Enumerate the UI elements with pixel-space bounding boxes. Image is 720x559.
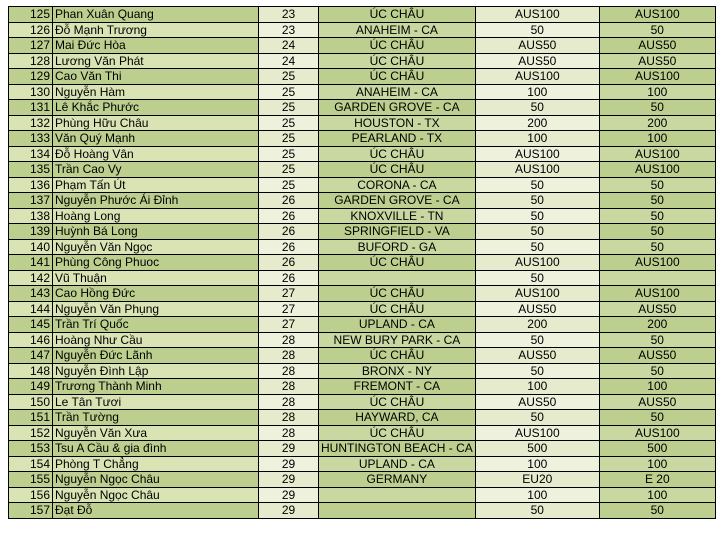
location-cell: ÚC CHÂU xyxy=(319,146,476,162)
week-cell: 24 xyxy=(259,53,319,69)
amount-confirmed-cell: AUS100 xyxy=(599,146,715,162)
donor-name: Trần Trí Quốc xyxy=(53,317,259,333)
location-cell: HAYWARD, CA xyxy=(319,410,476,426)
week-cell: 25 xyxy=(259,131,319,147)
week-cell: 27 xyxy=(259,286,319,302)
row-number: 146 xyxy=(9,332,53,348)
donor-name: Huỳnh Bá Long xyxy=(53,224,259,240)
amount-cell: 500 xyxy=(475,441,599,457)
donor-name: Nguyễn Văn Phụng xyxy=(53,301,259,317)
week-cell: 28 xyxy=(259,425,319,441)
table-row xyxy=(9,503,716,519)
amount-confirmed-cell: 100 xyxy=(599,379,715,395)
week-cell: 25 xyxy=(259,115,319,131)
donor-name: Nguyễn Hàm xyxy=(53,84,259,100)
table-row xyxy=(9,100,716,116)
donor-name: Trương Thành Minh xyxy=(53,379,259,395)
location-cell: SPRINGFIELD - VA xyxy=(319,224,476,240)
amount-cell: EU20 xyxy=(475,472,599,488)
amount-confirmed-cell: 50 xyxy=(599,100,715,116)
location-cell: GERMANY xyxy=(319,472,476,488)
table-row xyxy=(9,348,716,364)
week-cell: 26 xyxy=(259,270,319,286)
amount-confirmed-cell: 50 xyxy=(599,224,715,240)
amount-confirmed-cell: AUS100 xyxy=(599,286,715,302)
amount-cell: 50 xyxy=(475,503,599,519)
amount-confirmed-cell: 200 xyxy=(599,115,715,131)
row-number: 144 xyxy=(9,301,53,317)
row-number: 128 xyxy=(9,53,53,69)
location-cell: BUFORD - GA xyxy=(319,239,476,255)
location-cell xyxy=(319,487,476,503)
table-row xyxy=(9,84,716,100)
amount-cell: 100 xyxy=(475,487,599,503)
week-cell: 28 xyxy=(259,410,319,426)
week-cell: 26 xyxy=(259,239,319,255)
donor-name: Văn Quý Mạnh xyxy=(53,131,259,147)
location-cell: PEARLAND - TX xyxy=(319,131,476,147)
amount-confirmed-cell: 100 xyxy=(599,487,715,503)
week-cell: 29 xyxy=(259,441,319,457)
location-cell: ÚC CHÂU xyxy=(319,38,476,54)
row-number: 138 xyxy=(9,208,53,224)
amount-confirmed-cell: 50 xyxy=(599,208,715,224)
row-number: 157 xyxy=(9,503,53,519)
donor-name: Lê Khắc Phước xyxy=(53,100,259,116)
row-number: 135 xyxy=(9,162,53,178)
amount-cell: 200 xyxy=(475,115,599,131)
row-number: 148 xyxy=(9,363,53,379)
amount-confirmed-cell: 50 xyxy=(599,332,715,348)
donor-name: Đỗ Hoàng Vân xyxy=(53,146,259,162)
row-number: 131 xyxy=(9,100,53,116)
week-cell: 25 xyxy=(259,69,319,85)
amount-cell: 50 xyxy=(475,270,599,286)
amount-cell: 50 xyxy=(475,410,599,426)
table-row xyxy=(9,270,716,286)
table-row xyxy=(9,255,716,271)
row-number: 156 xyxy=(9,487,53,503)
location-cell: CORONA - CA xyxy=(319,177,476,193)
amount-confirmed-cell: 50 xyxy=(599,410,715,426)
location-cell: ÚC CHÂU xyxy=(319,255,476,271)
row-number: 142 xyxy=(9,270,53,286)
row-number: 141 xyxy=(9,255,53,271)
amount-cell: 50 xyxy=(475,208,599,224)
amount-cell: AUS50 xyxy=(475,38,599,54)
donor-name: Vũ Thuận xyxy=(53,270,259,286)
donor-name: Nguyễn Ngọc Châu xyxy=(53,472,259,488)
amount-confirmed-cell: AUS50 xyxy=(599,301,715,317)
week-cell: 25 xyxy=(259,177,319,193)
location-cell xyxy=(319,270,476,286)
week-cell: 25 xyxy=(259,84,319,100)
amount-cell: 50 xyxy=(475,363,599,379)
week-cell: 29 xyxy=(259,503,319,519)
table-row xyxy=(9,162,716,178)
week-cell: 28 xyxy=(259,379,319,395)
location-cell: ANAHEIM - CA xyxy=(319,84,476,100)
table-row xyxy=(9,224,716,240)
week-cell: 28 xyxy=(259,363,319,379)
donor-name: Phạm Tấn Út xyxy=(53,177,259,193)
week-cell: 28 xyxy=(259,348,319,364)
amount-confirmed-cell: 200 xyxy=(599,317,715,333)
donor-name: Hoàng Long xyxy=(53,208,259,224)
donor-name: Mai Đức Hòa xyxy=(53,38,259,54)
donor-name: Phùng Công Phuoc xyxy=(53,255,259,271)
location-cell: ÚC CHÂU xyxy=(319,162,476,178)
row-number: 140 xyxy=(9,239,53,255)
table-row xyxy=(9,131,716,147)
location-cell: KNOXVILLE - TN xyxy=(319,208,476,224)
location-cell: ÚC CHÂU xyxy=(319,53,476,69)
amount-cell: 100 xyxy=(475,379,599,395)
row-number: 129 xyxy=(9,69,53,85)
amount-cell: AUS100 xyxy=(475,255,599,271)
amount-cell: 50 xyxy=(475,224,599,240)
week-cell: 29 xyxy=(259,487,319,503)
donor-name: Nguyễn Đức Lãnh xyxy=(53,348,259,364)
table-row xyxy=(9,239,716,255)
location-cell: UPLAND - CA xyxy=(319,317,476,333)
amount-confirmed-cell: AUS50 xyxy=(599,394,715,410)
donor-name: Tsu A Cầu & gia đình xyxy=(53,441,259,457)
table-row xyxy=(9,22,716,38)
row-number: 127 xyxy=(9,38,53,54)
table-row xyxy=(9,410,716,426)
donor-table xyxy=(8,6,716,519)
week-cell: 25 xyxy=(259,162,319,178)
week-cell: 29 xyxy=(259,472,319,488)
amount-cell: 50 xyxy=(475,239,599,255)
row-number: 149 xyxy=(9,379,53,395)
week-cell: 24 xyxy=(259,38,319,54)
table-row xyxy=(9,69,716,85)
donor-name: Nguyễn Đình Lập xyxy=(53,363,259,379)
amount-confirmed-cell: AUS100 xyxy=(599,425,715,441)
amount-confirmed-cell: 50 xyxy=(599,22,715,38)
table-row xyxy=(9,441,716,457)
row-number: 139 xyxy=(9,224,53,240)
amount-cell: AUS50 xyxy=(475,53,599,69)
amount-cell: 100 xyxy=(475,84,599,100)
amount-cell: 50 xyxy=(475,193,599,209)
amount-confirmed-cell: 50 xyxy=(599,503,715,519)
table-row xyxy=(9,193,716,209)
amount-cell: AUS50 xyxy=(475,348,599,364)
amount-cell: AUS100 xyxy=(475,425,599,441)
amount-confirmed-cell: AUS100 xyxy=(599,69,715,85)
table-row xyxy=(9,425,716,441)
amount-cell: AUS50 xyxy=(475,301,599,317)
donor-name: Le Tân Tươi xyxy=(53,394,259,410)
amount-confirmed-cell: 100 xyxy=(599,456,715,472)
amount-cell: AUS100 xyxy=(475,146,599,162)
donor-name: Cao Văn Thi xyxy=(53,69,259,85)
donor-name: Trần Tường xyxy=(53,410,259,426)
week-cell: 26 xyxy=(259,255,319,271)
amount-cell: 100 xyxy=(475,131,599,147)
row-number: 136 xyxy=(9,177,53,193)
amount-cell: 50 xyxy=(475,332,599,348)
table-row xyxy=(9,394,716,410)
amount-confirmed-cell: E 20 xyxy=(599,472,715,488)
table-row xyxy=(9,7,716,23)
row-number: 147 xyxy=(9,348,53,364)
row-number: 134 xyxy=(9,146,53,162)
week-cell: 26 xyxy=(259,208,319,224)
week-cell: 27 xyxy=(259,317,319,333)
amount-confirmed-cell xyxy=(599,270,715,286)
location-cell: HOUSTON - TX xyxy=(319,115,476,131)
donor-name: Trần Cao Vy xyxy=(53,162,259,178)
amount-confirmed-cell: AUS100 xyxy=(599,7,715,23)
table-row xyxy=(9,363,716,379)
donor-name: Cao Hồng Đức xyxy=(53,286,259,302)
row-number: 152 xyxy=(9,425,53,441)
amount-confirmed-cell: AUS100 xyxy=(599,255,715,271)
row-number: 155 xyxy=(9,472,53,488)
table-row xyxy=(9,146,716,162)
donor-name: Phòng T Chẳng xyxy=(53,456,259,472)
week-cell: 28 xyxy=(259,394,319,410)
amount-cell: 100 xyxy=(475,456,599,472)
table-row xyxy=(9,115,716,131)
week-cell: 28 xyxy=(259,332,319,348)
amount-confirmed-cell: AUS50 xyxy=(599,38,715,54)
amount-confirmed-cell: AUS50 xyxy=(599,348,715,364)
amount-confirmed-cell: 100 xyxy=(599,84,715,100)
amount-cell: AUS50 xyxy=(475,394,599,410)
table-row xyxy=(9,332,716,348)
amount-confirmed-cell: AUS50 xyxy=(599,53,715,69)
amount-cell: 200 xyxy=(475,317,599,333)
week-cell: 23 xyxy=(259,7,319,23)
table-row xyxy=(9,379,716,395)
table-row xyxy=(9,208,716,224)
location-cell: ÚC CHÂU xyxy=(319,7,476,23)
row-number: 145 xyxy=(9,317,53,333)
table-row xyxy=(9,53,716,69)
table-row xyxy=(9,456,716,472)
row-number: 125 xyxy=(9,7,53,23)
location-cell: ANAHEIM - CA xyxy=(319,22,476,38)
donor-name: Đỗ Mạnh Trương xyxy=(53,22,259,38)
amount-confirmed-cell: 50 xyxy=(599,193,715,209)
week-cell: 27 xyxy=(259,301,319,317)
amount-confirmed-cell: 50 xyxy=(599,363,715,379)
location-cell xyxy=(319,503,476,519)
donor-name: Đạt Đỗ xyxy=(53,503,259,519)
amount-confirmed-cell: 50 xyxy=(599,239,715,255)
location-cell: GARDEN GROVE - CA xyxy=(319,100,476,116)
location-cell: ÚC CHÂU xyxy=(319,394,476,410)
donor-name: Nguyễn Văn Xưa xyxy=(53,425,259,441)
row-number: 150 xyxy=(9,394,53,410)
amount-cell: 50 xyxy=(475,100,599,116)
table-row xyxy=(9,38,716,54)
donor-name: Nguyễn Văn Ngọc xyxy=(53,239,259,255)
location-cell: ÚC CHÂU xyxy=(319,69,476,85)
location-cell: ÚC CHÂU xyxy=(319,301,476,317)
table-body xyxy=(9,7,716,519)
table-row xyxy=(9,286,716,302)
amount-cell: AUS100 xyxy=(475,286,599,302)
location-cell: HUNTINGTON BEACH - CA xyxy=(319,441,476,457)
donor-name: Hoàng Như Cầu xyxy=(53,332,259,348)
week-cell: 29 xyxy=(259,456,319,472)
location-cell: GARDEN GROVE - CA xyxy=(319,193,476,209)
row-number: 126 xyxy=(9,22,53,38)
week-cell: 26 xyxy=(259,224,319,240)
location-cell: BRONX - NY xyxy=(319,363,476,379)
donor-name: Nguyễn Ngọc Châu xyxy=(53,487,259,503)
table-row xyxy=(9,472,716,488)
week-cell: 25 xyxy=(259,100,319,116)
amount-confirmed-cell: 50 xyxy=(599,177,715,193)
amount-cell: AUS100 xyxy=(475,7,599,23)
row-number: 153 xyxy=(9,441,53,457)
row-number: 151 xyxy=(9,410,53,426)
week-cell: 26 xyxy=(259,193,319,209)
row-number: 154 xyxy=(9,456,53,472)
amount-cell: AUS100 xyxy=(475,69,599,85)
location-cell: UPLAND - CA xyxy=(319,456,476,472)
table-row xyxy=(9,317,716,333)
donor-name: Lương Văn Phát xyxy=(53,53,259,69)
table-row xyxy=(9,487,716,503)
location-cell: FREMONT - CA xyxy=(319,379,476,395)
donor-name: Nguyễn Phước Ái Đỉnh xyxy=(53,193,259,209)
amount-confirmed-cell: 500 xyxy=(599,441,715,457)
donor-name: Phùng Hữu Châu xyxy=(53,115,259,131)
donor-name: Phan Xuân Quang xyxy=(53,7,259,23)
row-number: 133 xyxy=(9,131,53,147)
location-cell: ÚC CHÂU xyxy=(319,348,476,364)
row-number: 137 xyxy=(9,193,53,209)
week-cell: 25 xyxy=(259,146,319,162)
location-cell: ÚC CHÂU xyxy=(319,286,476,302)
amount-cell: AUS100 xyxy=(475,162,599,178)
row-number: 130 xyxy=(9,84,53,100)
table-row xyxy=(9,177,716,193)
amount-cell: 50 xyxy=(475,177,599,193)
week-cell: 23 xyxy=(259,22,319,38)
amount-confirmed-cell: AUS100 xyxy=(599,162,715,178)
location-cell: ÚC CHÂU xyxy=(319,425,476,441)
row-number: 143 xyxy=(9,286,53,302)
table-row xyxy=(9,301,716,317)
location-cell: NEW BURY PARK - CA xyxy=(319,332,476,348)
amount-confirmed-cell: 100 xyxy=(599,131,715,147)
amount-cell: 50 xyxy=(475,22,599,38)
row-number: 132 xyxy=(9,115,53,131)
